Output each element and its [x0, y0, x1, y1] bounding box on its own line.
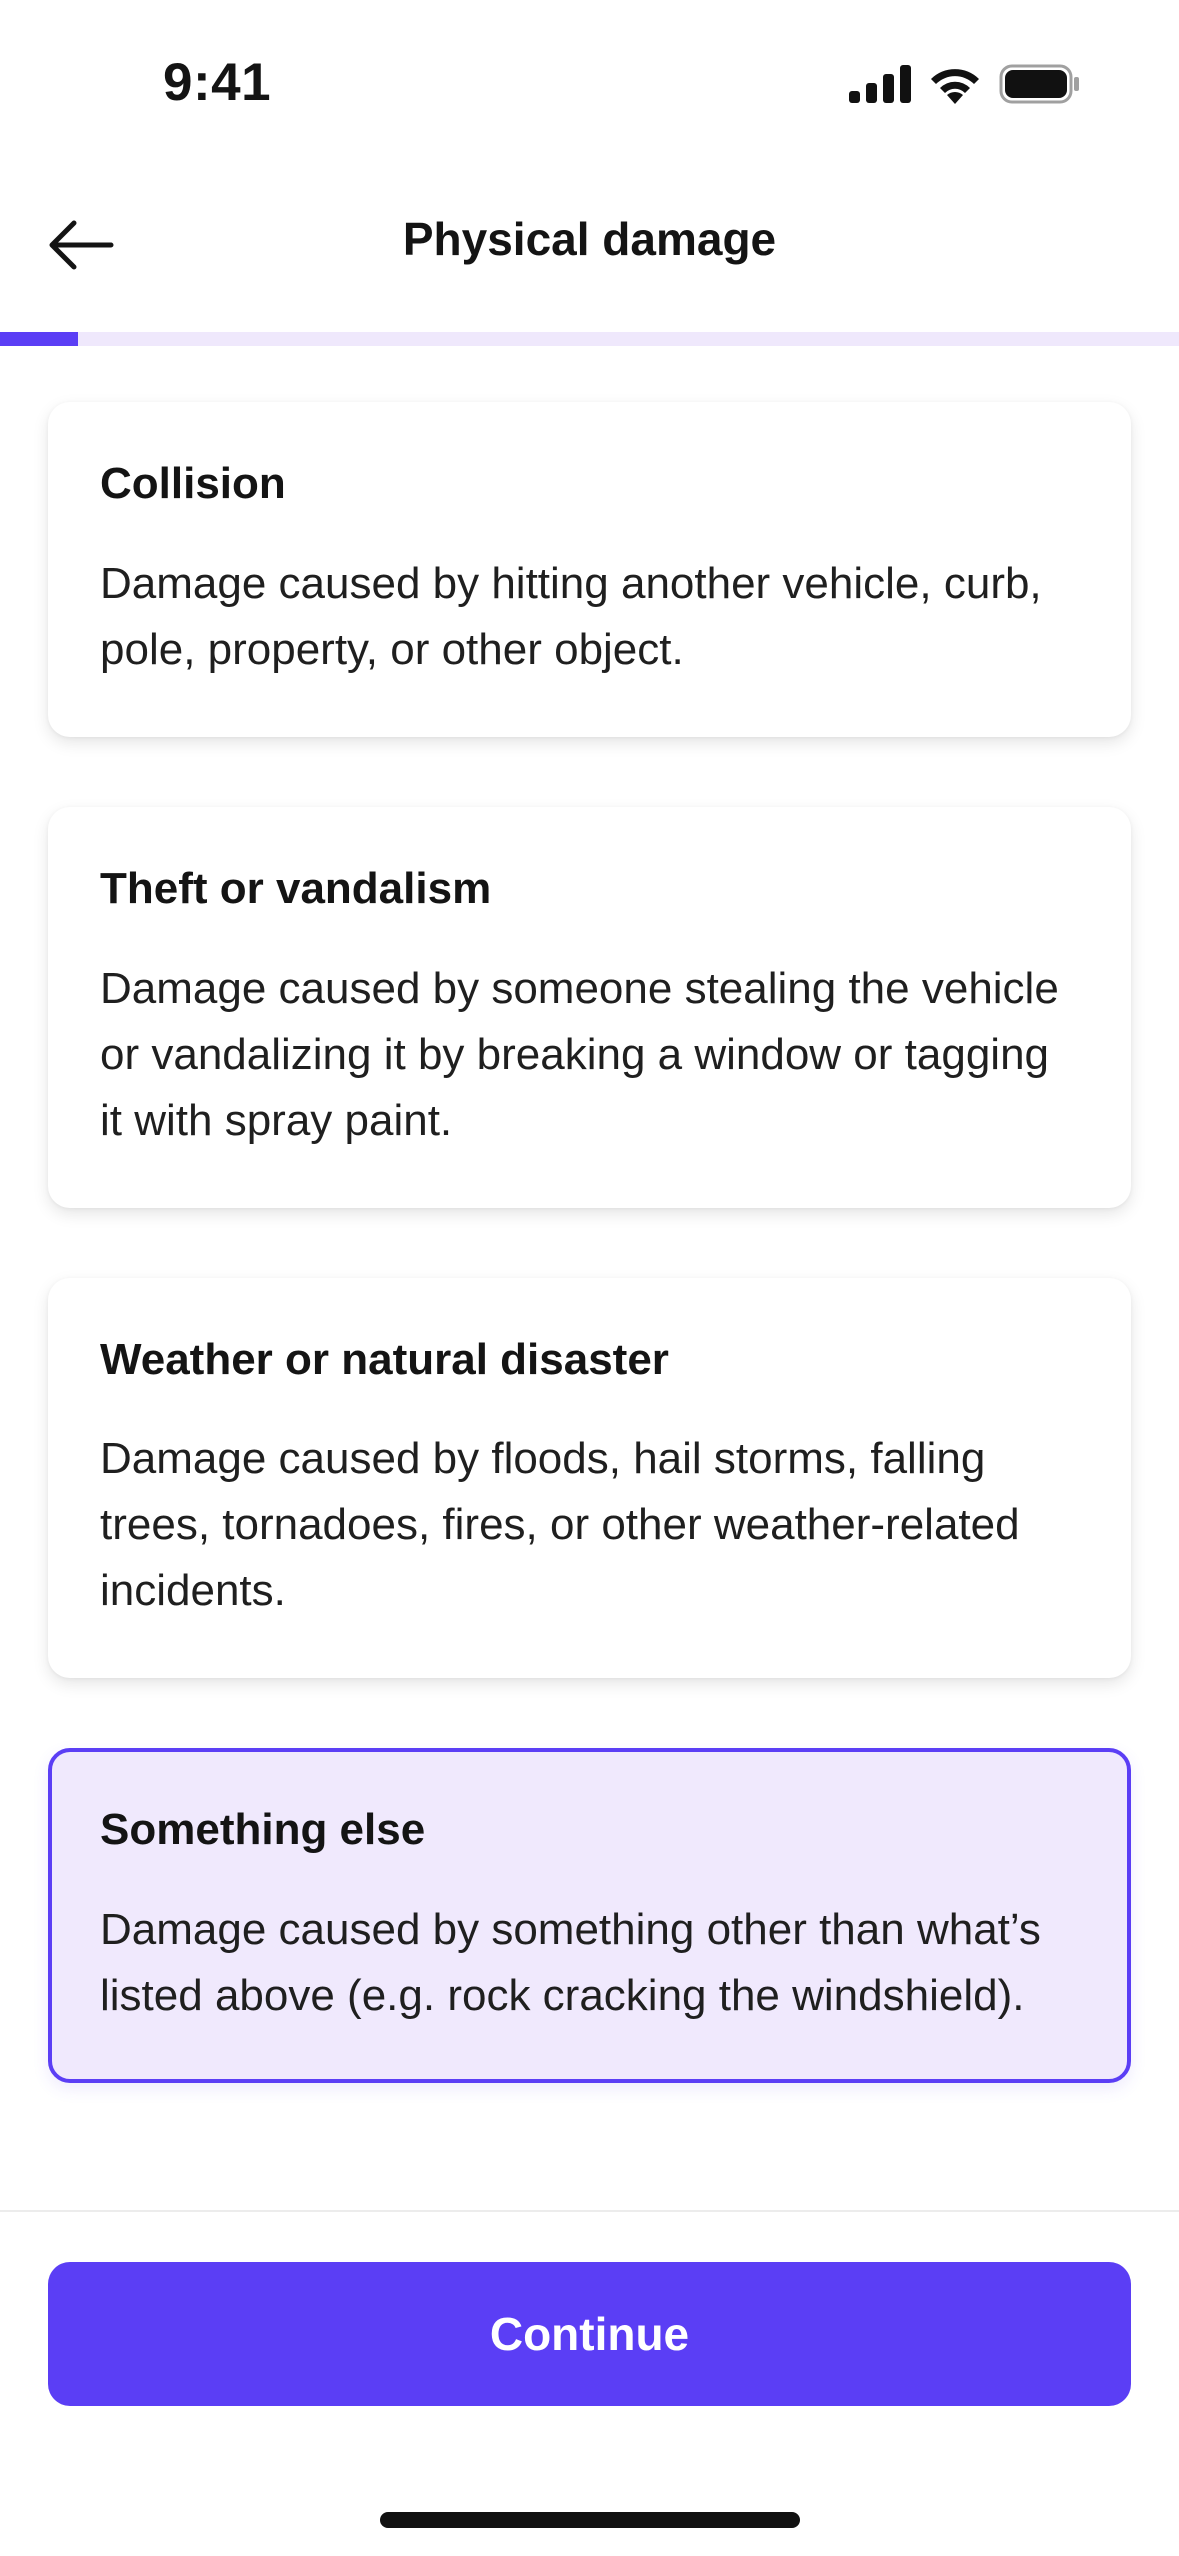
battery-icon — [999, 64, 1081, 104]
status-bar — [0, 0, 1179, 170]
progress-bar-fill — [0, 332, 78, 346]
option-title: Something else — [100, 1805, 426, 1855]
option-description: Damage caused by hitting another vehicle, curb, pole, property, or other object. — [100, 558, 1042, 674]
option-description: Damage caused by someone stealing the vehicle or vandalizing it by breaking a window or tagging it with spray paint. — [100, 963, 1059, 1145]
option-description: Damage caused by floods, hail storms, falling trees, tornadoes, fires, or other weather-related incidents. — [100, 1434, 1020, 1616]
option-title: Theft or vandalism — [100, 863, 492, 913]
damage-type-options — [48, 402, 1131, 2153]
home-indicator[interactable] — [380, 2512, 800, 2528]
option-collision[interactable] — [48, 402, 1131, 737]
status-icons — [849, 64, 1081, 104]
status-time: 9:41 — [163, 53, 272, 112]
page-title: Physical damage — [402, 213, 777, 265]
option-description: Damage caused by something other than what’s listed above (e.g. rock cracking the windshield). — [100, 1905, 1041, 2021]
option-title: Collision — [100, 459, 286, 508]
option-something-else[interactable] — [48, 1748, 1131, 2083]
progress-bar — [0, 332, 1179, 346]
wifi-icon — [927, 64, 983, 104]
continue-button[interactable]: Continue — [48, 2262, 1131, 2406]
header — [0, 170, 1179, 330]
option-theft-or-vandalism[interactable] — [48, 807, 1131, 1208]
option-weather-or-natural-disaster[interactable] — [48, 1278, 1131, 1679]
cellular-signal-icon — [849, 65, 911, 103]
footer-divider — [0, 2210, 1179, 2212]
option-title: Weather or natural disaster — [100, 1334, 669, 1384]
